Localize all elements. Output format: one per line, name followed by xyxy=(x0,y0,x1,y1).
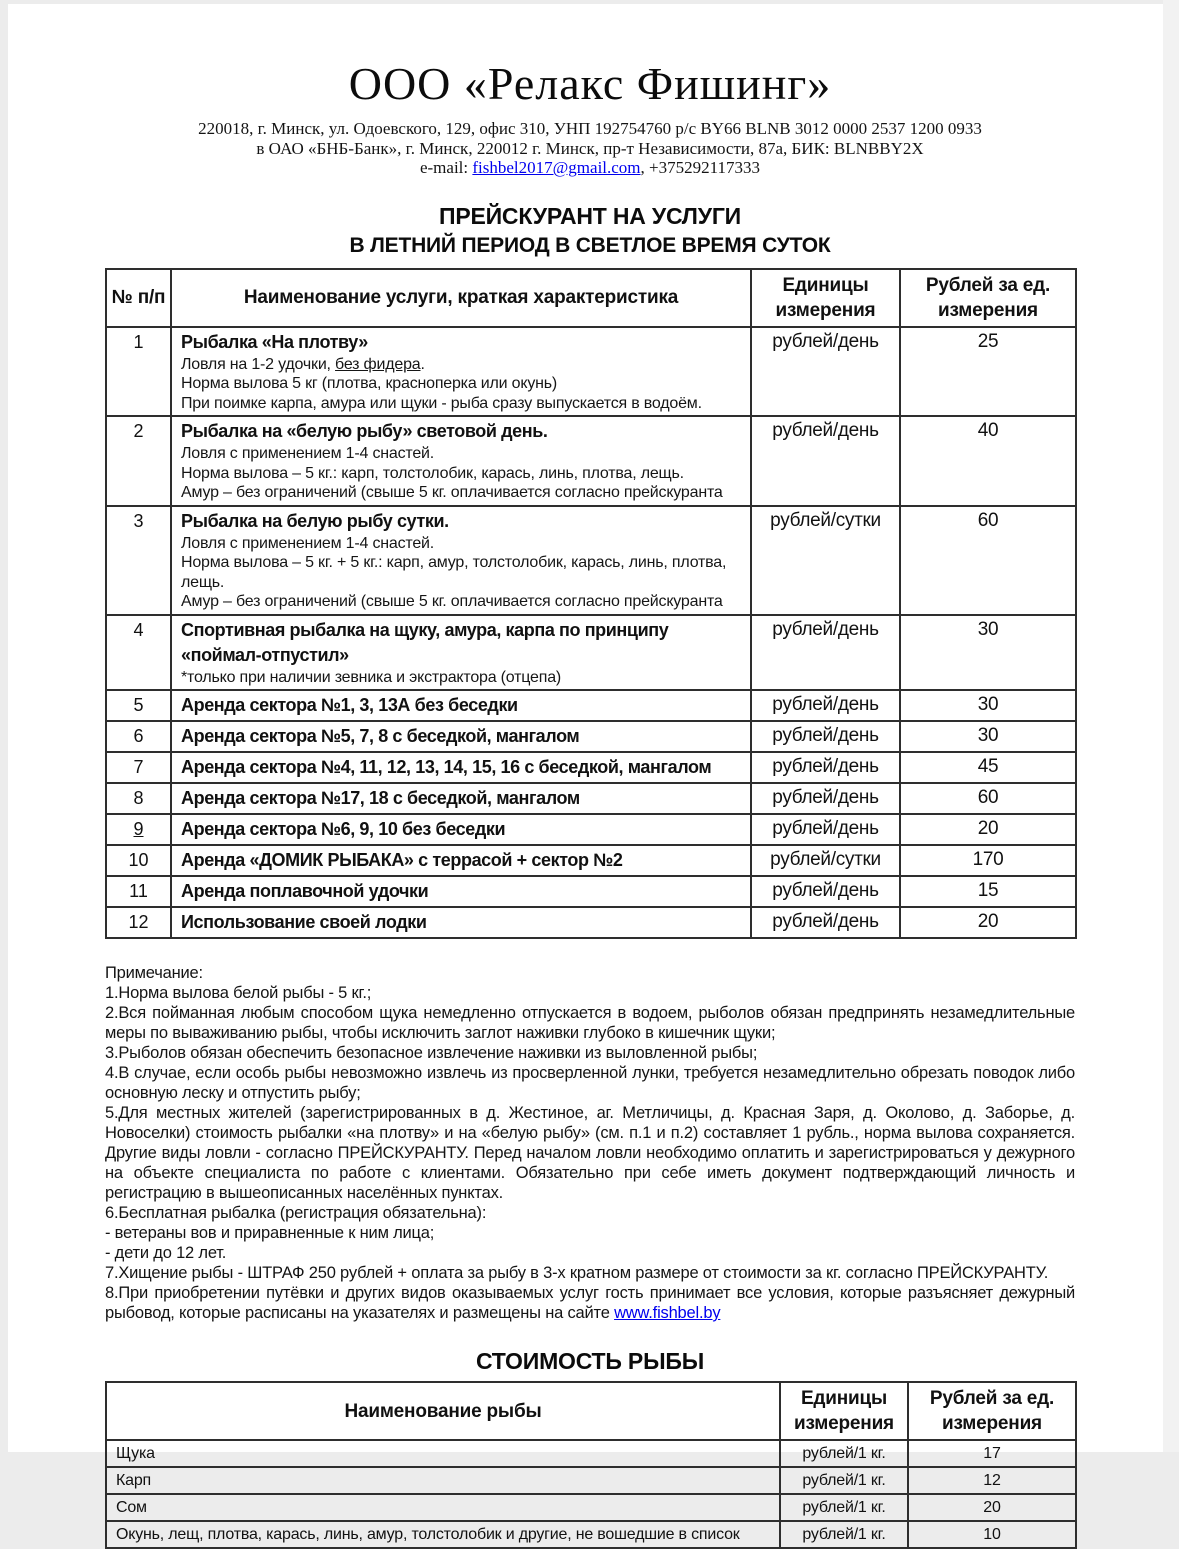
address-line-3 xyxy=(105,158,1075,178)
service-title: Аренда сектора №17, 18 с беседкой, мангалом xyxy=(181,788,580,808)
detail-text: Ловля на 1-2 удочки, xyxy=(181,355,336,373)
row-price: 60 xyxy=(900,783,1076,814)
table-row xyxy=(106,1494,1076,1521)
note-item: - дети до 12 лет. xyxy=(105,1244,227,1262)
service-detail: Ловля с применением 1-4 снастей. xyxy=(181,534,435,552)
row-price: 60 xyxy=(900,506,1076,615)
service-detail: Ловля с применением 1-4 снастей. xyxy=(181,445,435,462)
row-price: 40 xyxy=(900,416,1076,506)
service-detail: Норма вылова – 5 кг.: карп, толстолобик, карась, линь, плотва, лещь. xyxy=(181,464,684,482)
note-item: 7.Хищение рыбы - ШТРАФ 250 рублей + оплата за рыбу в 3-х кратном размере от стоимости за кг. согласно ПРЕЙСКУРАНТУ. xyxy=(105,1264,1049,1282)
row-service xyxy=(171,876,751,907)
row-price: 30 xyxy=(900,615,1076,691)
row-units: рублей/день xyxy=(751,690,900,721)
row-num: 1 xyxy=(106,327,171,417)
note-item: 5.Для местных жителей (зарегистрированных в д. Жестиное, аг. Метличицы, д. Красная Заря, д. Околово, д. Заборье, д. Новоселки) стоимость рыбалки «на плотву» и на «белую рыбу» (см. п.1 и п.2) составляет 1 рубль., норма вылова сохраняется. Другие виды ловли - согласно ПРЕЙСКУРАНТУ. Перед началом ловли необходимо оплатить и зарегистрироваться у дежурного на объекте специалиста по работе с клиентами. Обязательно при себе иметь документ подтверждающий личность и регистрацию в вышеописанных населённых пунктах. xyxy=(105,1104,1075,1202)
note-item xyxy=(105,1283,1075,1323)
row-num: 3 xyxy=(106,506,171,615)
detail-underlined-text: без фидера xyxy=(335,355,421,373)
fish-price: 17 xyxy=(908,1440,1076,1467)
table-row xyxy=(106,327,1076,417)
table-row xyxy=(106,783,1076,814)
row-num: 2 xyxy=(106,416,171,506)
fish-name: Окунь, лещ, плотва, карась, линь, амур, толстолобик и другие, не вошедшие в список xyxy=(106,1521,780,1548)
service-detail: Амур – без ограничений (свыше 5 кг. оплачивается согласно прейскуранта xyxy=(181,484,723,501)
services-price-table xyxy=(105,268,1077,940)
service-title: Аренда сектора №4, 11, 12, 13, 14, 15, 16 с беседкой, мангалом xyxy=(181,757,712,777)
table-row xyxy=(106,721,1076,752)
row-units: рублей/день xyxy=(751,814,900,845)
row-units: рублей/сутки xyxy=(751,506,900,615)
table-row xyxy=(106,690,1076,721)
row-units: рублей/день xyxy=(751,752,900,783)
table-row xyxy=(106,814,1076,845)
fish-price: 20 xyxy=(908,1494,1076,1521)
service-detail: *только при наличии зевника и экстрактора (отцепа) xyxy=(181,668,562,686)
row-num: 5 xyxy=(106,690,171,721)
row-service xyxy=(171,907,751,938)
header-price: Рублей за ед. измерения xyxy=(900,269,1076,327)
document-title: ПРЕЙСКУРАНТ НА УСЛУГИ xyxy=(438,202,742,229)
row-service xyxy=(171,783,751,814)
note-item: 4.В случае, если особь рыбы невозможно извлечь из просверленной лунки, требуется незамедлительно обрезать поводок либо основную леску и отпустить рыбу; xyxy=(105,1064,1075,1102)
service-detail: Норма вылова – 5 кг. + 5 кг.: карп, амур, толстолобик, карась, линь, плотва, лещь. xyxy=(181,554,727,591)
row-price: 20 xyxy=(900,907,1076,938)
header-fish-name: Наименование рыбы xyxy=(106,1382,780,1440)
row-num: 7 xyxy=(106,752,171,783)
row-service xyxy=(171,845,751,876)
phone-number: , +375292117333 xyxy=(640,158,761,177)
row-price: 20 xyxy=(900,814,1076,845)
note-item: - ветераны вов и приравненные к ним лица; xyxy=(105,1224,435,1242)
row-num: 8 xyxy=(106,783,171,814)
header-units: Единицы измерения xyxy=(751,269,900,327)
row-service xyxy=(171,814,751,845)
row-units: рублей/день xyxy=(751,907,900,938)
fish-name: Щука xyxy=(106,1440,780,1467)
service-detail: Норма вылова 5 кг (плотва, красноперка или окунь) xyxy=(181,375,558,392)
row-num-underlined: 9 xyxy=(133,819,144,839)
row-units: рублей/сутки xyxy=(751,845,900,876)
service-title: Рыбалка на белую рыбу сутки. xyxy=(181,510,449,531)
service-detail: При поимке карпа, амура или щуки - рыба сразу выпускается в водоём. xyxy=(181,394,702,412)
header-name: Наименование услуги, краткая характеристика xyxy=(171,269,751,327)
email-label: e-mail: xyxy=(419,158,473,177)
fish-price: 12 xyxy=(908,1467,1076,1494)
notes-heading: Примечание: xyxy=(105,964,203,982)
note-item: 3.Рыболов обязан обеспечить безопасное извлечение наживки из выловленной рыбы; xyxy=(105,1044,758,1062)
service-title: Аренда «ДОМИК РЫБАКА» с террасой + сектор №2 xyxy=(181,850,623,870)
header-fish-price: Рублей за ед. измерения xyxy=(908,1382,1076,1440)
document-content xyxy=(105,56,1075,1549)
address-line-2: в ОАО «БНБ-Банк», г. Минск, 220012 г. Минск, пр-т Независимости, 87а, БИК: BLNBBY2X xyxy=(256,138,924,158)
service-title: Аренда поплавочной удочки xyxy=(181,881,429,901)
company-address xyxy=(105,119,1075,178)
table-row xyxy=(106,1467,1076,1494)
row-price: 15 xyxy=(900,876,1076,907)
row-price: 25 xyxy=(900,327,1076,417)
row-service xyxy=(171,690,751,721)
service-title: Рыбалка «На плотву» xyxy=(181,331,368,352)
row-num: 12 xyxy=(106,907,171,938)
row-service xyxy=(171,615,751,691)
fish-units: рублей/1 кг. xyxy=(780,1467,908,1494)
row-units: рублей/день xyxy=(751,327,900,417)
row-price: 30 xyxy=(900,721,1076,752)
table-row xyxy=(106,752,1076,783)
row-units: рублей/день xyxy=(751,783,900,814)
table-row xyxy=(106,1521,1076,1548)
row-units: рублей/день xyxy=(751,876,900,907)
detail-text: . xyxy=(420,355,425,373)
row-num: 4 xyxy=(106,615,171,691)
fish-units: рублей/1 кг. xyxy=(780,1521,908,1548)
note-item: 1.Норма вылова белой рыбы - 5 кг.; xyxy=(105,984,372,1002)
row-num: 11 xyxy=(106,876,171,907)
note-item: 6.Бесплатная рыбалка (регистрация обязательна): xyxy=(105,1204,487,1222)
note-item: 2.Вся пойманная любым способом щука немедленно отпускается в водоем, рыболов обязан предпринять незамедлительные меры по вываживанию рыбы, чтобы исключить заглот наживки глубоко в кишечник щуки; xyxy=(105,1004,1075,1042)
row-service xyxy=(171,416,751,506)
row-price: 170 xyxy=(900,845,1076,876)
row-units: рублей/день xyxy=(751,416,900,506)
document-page xyxy=(8,4,1163,1543)
page-margin-right xyxy=(1163,0,1179,1452)
notes-section xyxy=(105,963,1075,1323)
row-service xyxy=(171,506,751,615)
website-link[interactable]: www.fishbel.by xyxy=(614,1304,721,1322)
fish-units: рублей/1 кг. xyxy=(780,1494,908,1521)
row-num: 10 xyxy=(106,845,171,876)
fish-name: Карп xyxy=(106,1467,780,1494)
table-row xyxy=(106,615,1076,691)
service-detail xyxy=(181,355,741,375)
fish-table-title: СТОИМОСТЬ РЫБЫ xyxy=(475,1348,705,1374)
row-service xyxy=(171,752,751,783)
service-detail: Амур – без ограничений (свыше 5 кг. оплачивается согласно прейскуранта xyxy=(181,593,723,610)
row-service xyxy=(171,327,751,417)
note-text: 8.При приобретении путёвки и других видов оказываемых услуг гость принимает все условия, которые разъясняет дежурный рыбовод, которые расписаны на указателях и размещены на сайте xyxy=(105,1284,1075,1322)
document-subtitle: В ЛЕТНИЙ ПЕРИОД В СВЕТЛОЕ ВРЕМЯ СУТОК xyxy=(349,233,831,257)
table-row xyxy=(106,845,1076,876)
table-row xyxy=(106,506,1076,615)
header-fish-units: Единицы измерения xyxy=(780,1382,908,1440)
row-price: 45 xyxy=(900,752,1076,783)
email-link[interactable]: fishbel2017@gmail.com xyxy=(472,158,641,177)
services-header-row xyxy=(106,269,1076,327)
service-title: Рыбалка на «белую рыбу» световой день. xyxy=(181,421,548,441)
table-row xyxy=(106,1440,1076,1467)
row-price: 30 xyxy=(900,690,1076,721)
row-units: рублей/день xyxy=(751,615,900,691)
service-title: Спортивная рыбалка на щуку, амура, карпа по принципу «поймал-отпустил» xyxy=(181,619,669,665)
company-name: ООО «Релакс Фишинг» xyxy=(348,58,832,109)
table-row xyxy=(106,876,1076,907)
fish-price-table xyxy=(105,1381,1077,1549)
header-num: № п/п xyxy=(106,269,171,327)
table-row xyxy=(106,416,1076,506)
table-row xyxy=(106,907,1076,938)
fish-price: 10 xyxy=(908,1521,1076,1548)
row-num: 6 xyxy=(106,721,171,752)
fish-header-row xyxy=(106,1382,1076,1440)
row-units: рублей/день xyxy=(751,721,900,752)
service-title: Аренда сектора №6, 9, 10 без беседки xyxy=(181,819,506,839)
fish-units: рублей/1 кг. xyxy=(780,1440,908,1467)
fish-name: Сом xyxy=(106,1494,780,1521)
service-title: Аренда сектора №5, 7, 8 с беседкой, мангалом xyxy=(181,726,580,746)
service-title: Использование своей лодки xyxy=(181,912,427,932)
row-num xyxy=(106,814,171,845)
row-service xyxy=(171,721,751,752)
service-title: Аренда сектора №1, 3, 13А без беседки xyxy=(181,695,518,715)
address-line-1: 220018, г. Минск, ул. Одоевского, 129, офис 310, УНП 192754760 р/с BY66 BLNB 3012 0000 2537 1200 0933 xyxy=(198,119,982,138)
